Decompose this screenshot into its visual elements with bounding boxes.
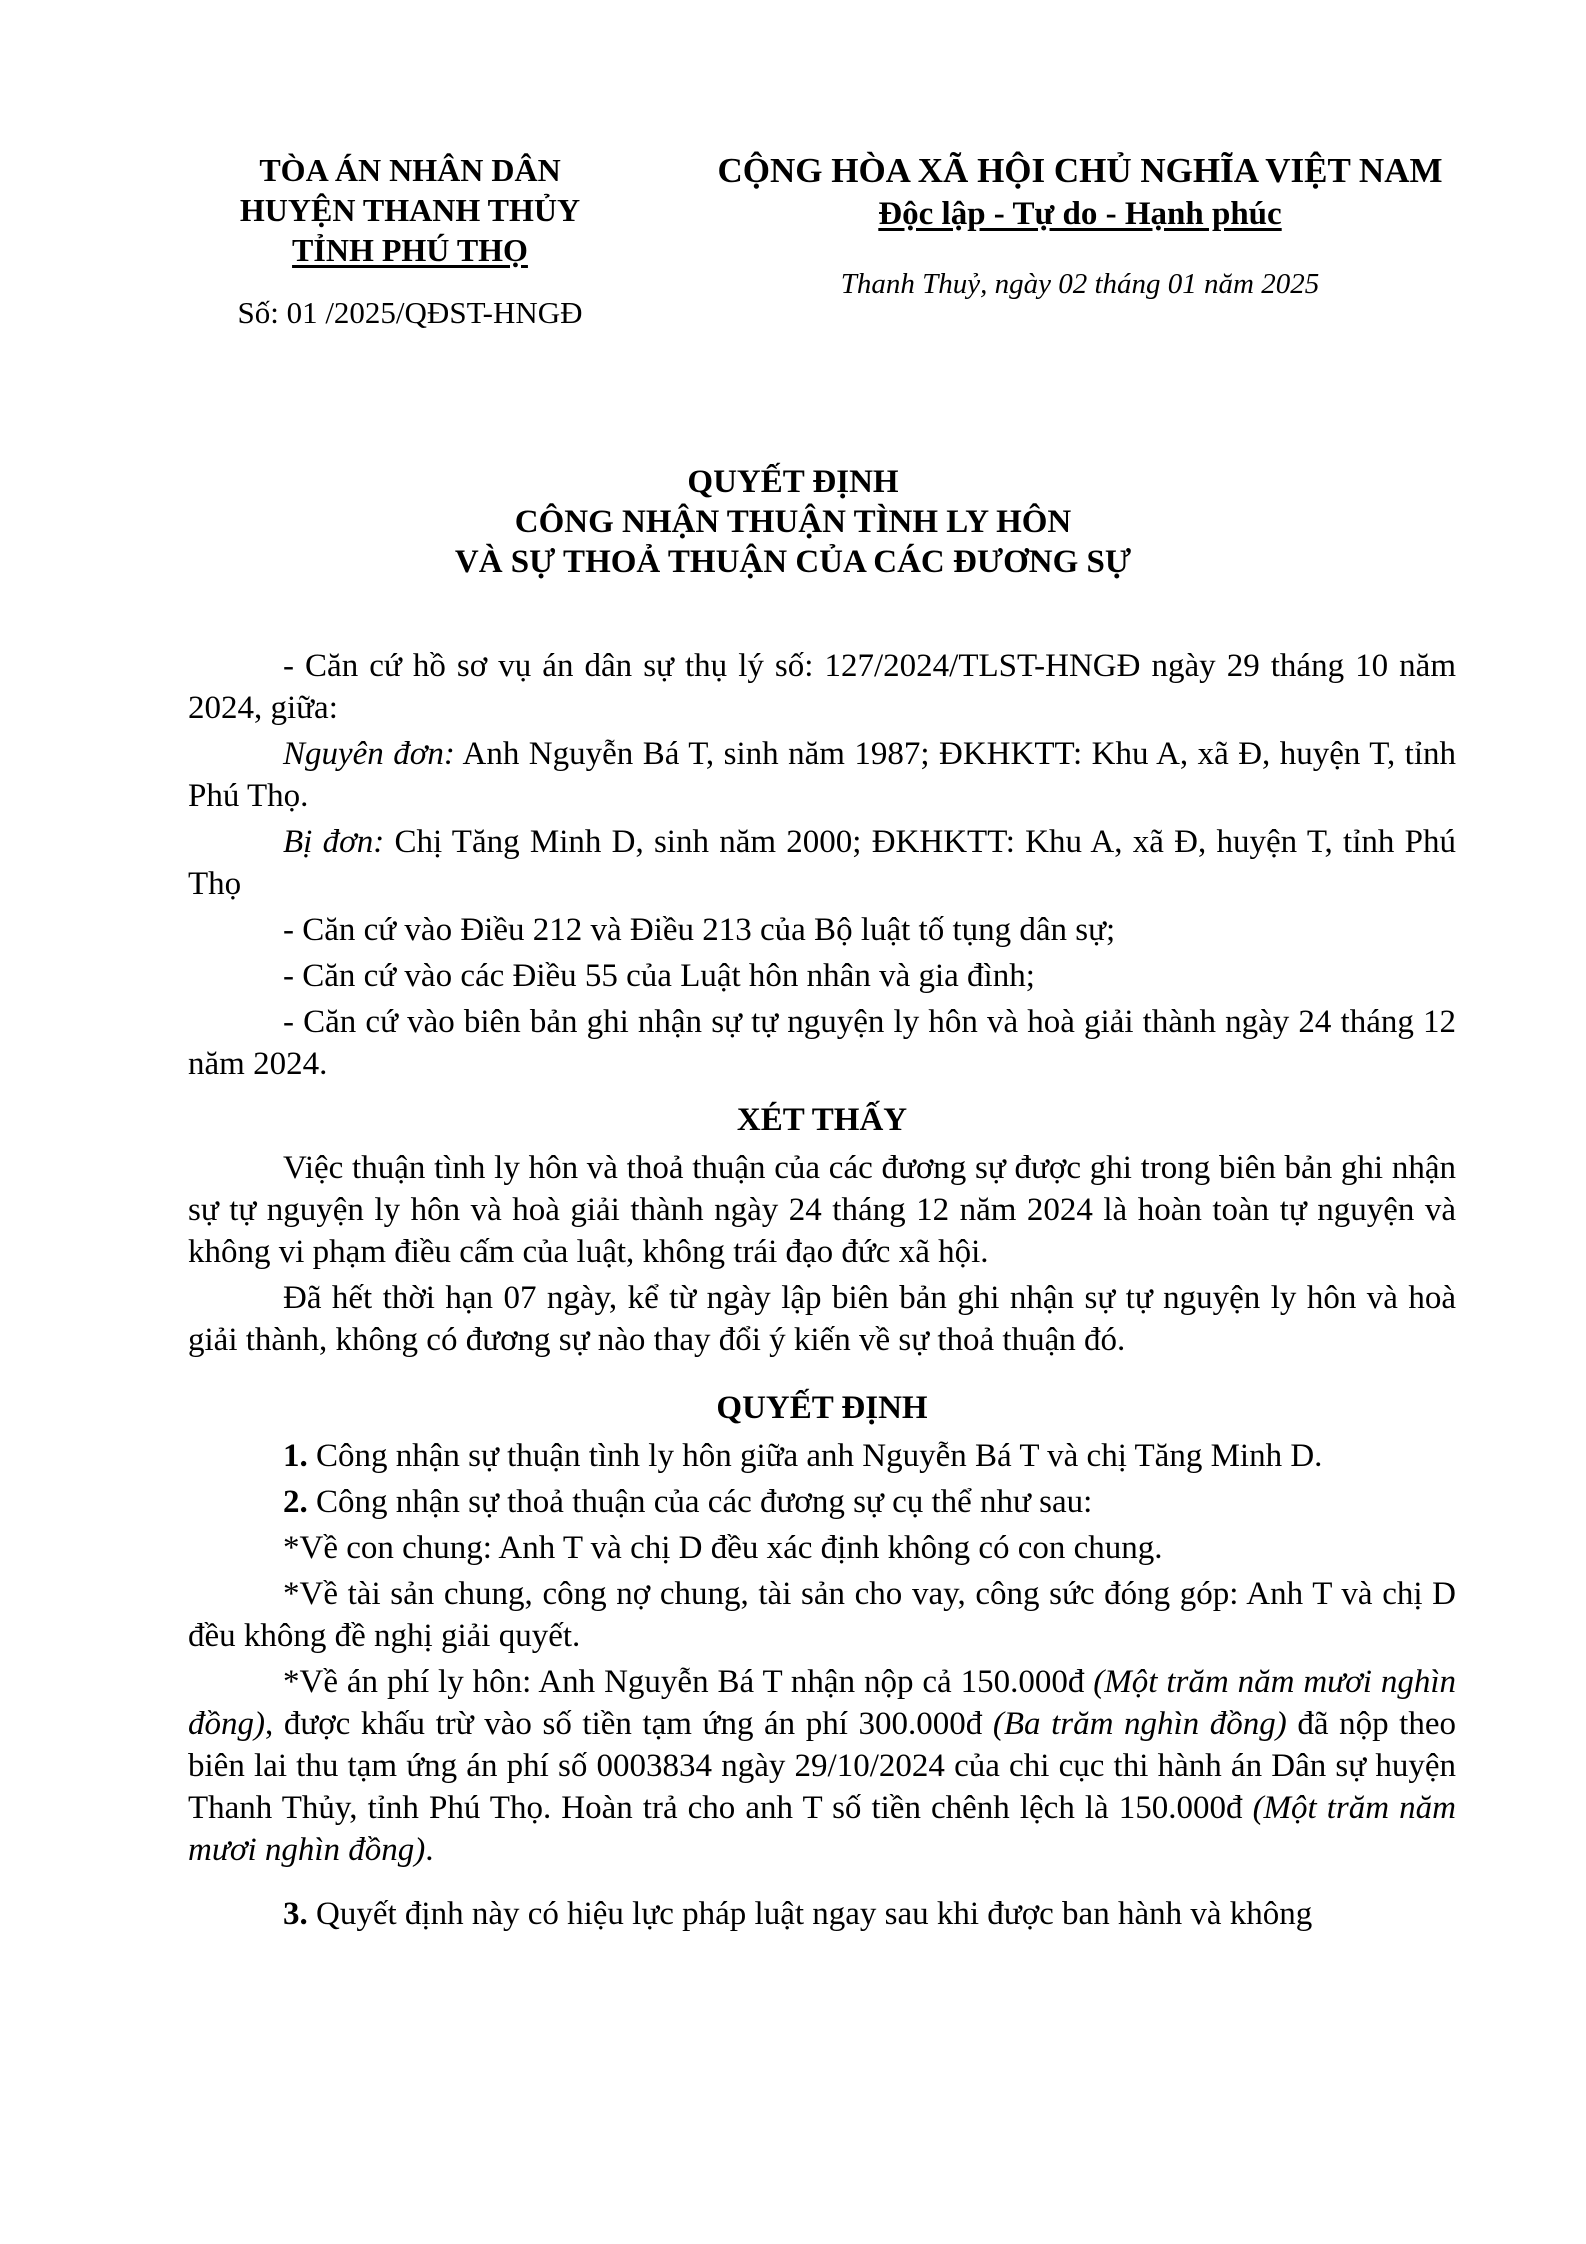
item-3-number: 3. (283, 1896, 308, 1932)
basis-law-1: - Căn cứ vào Điều 212 và Điều 213 của Bộ luật tố tụng dân sự; (283, 912, 1116, 948)
plaintiff-text: Anh Nguyễn Bá T, sinh năm 1987; ĐKHKTT: Khu A, xã Đ, huyện T, tỉnh Phú Thọ. (188, 736, 1456, 814)
defendant-text: Chị Tăng Minh D, sinh năm 2000; ĐKHKTT: Khu A, xã Đ, huyện T, tỉnh Phú Thọ (188, 824, 1456, 902)
national-header (680, 150, 1480, 235)
item-1-number: 1. (283, 1438, 308, 1474)
document-number: Số: 01 /2025/QĐST-HNGĐ (237, 295, 583, 330)
fee-amount-words-c: (Một trăm năm mươi nghìn đồng) (188, 1790, 1456, 1868)
plaintiff-label: Nguyên đơn: (283, 736, 455, 772)
property-clause: *Về tài sản chung, công nợ chung, tài sản cho vay, công sức đóng góp: Anh T và chị D đều không đề nghị giải quyết. (188, 1576, 1456, 1654)
court-name-line3: TỈNH PHÚ THỌ (292, 232, 528, 268)
court-name-line1: TÒA ÁN NHÂN DÂN (259, 152, 561, 188)
document-title (100, 462, 1486, 582)
decision-item-3 (188, 1893, 1456, 1935)
basis-case-record: - Căn cứ hồ sơ vụ án dân sự thụ lý số: 127/2024/TLST-HNGĐ ngày 29 tháng 10 năm 2024, giữa: (188, 648, 1456, 726)
fee-text-end: . (425, 1832, 434, 1868)
plaintiff-paragraph (188, 733, 1456, 817)
item-2-text: Công nhận sự thoả thuận của các đương sự cụ thể như sau: (307, 1484, 1093, 1520)
country-name: CỘNG HÒA XÃ HỘI CHỦ NGHĨA VIỆT NAM (717, 151, 1443, 190)
defendant-label: Bị đơn: (283, 824, 385, 860)
document-body (188, 645, 1456, 1939)
children-clause: *Về con chung: Anh T và chị D đều xác định không có con chung. (283, 1530, 1163, 1566)
fee-text-a: *Về án phí ly hôn: Anh Nguyễn Bá T nhận nộp cả 150.000đ (283, 1664, 1094, 1700)
title-line3: VÀ SỰ THOẢ THUẬN CỦA CÁC ĐƯƠNG SỰ (454, 544, 1132, 580)
fee-text-c: đã nộp theo biên lai thu tạm ứng án phí số 0003834 ngày 29/10/2024 của chi cục thi hành án Dân sự huyện Thanh Thủy, tỉnh Phú Thọ. Hoàn trả cho anh T số tiền chênh lệch là 150.000đ (188, 1706, 1456, 1826)
court-name-line2: HUYỆN THANH THỦY (239, 192, 581, 228)
fee-text-b: , được khấu trừ vào số tiền tạm ứng án phí 300.000đ (265, 1706, 993, 1742)
item-3-text: Quyết định này có hiệu lực pháp luật ngay sau khi được ban hành và không (307, 1896, 1313, 1932)
decision-item-1 (188, 1435, 1456, 1477)
national-motto: Độc lập - Tự do - Hạnh phúc (878, 196, 1282, 232)
defendant-paragraph (188, 821, 1456, 905)
title-line2: CÔNG NHẬN THUẬN TÌNH LY HÔN (514, 504, 1072, 540)
decision-heading: QUYẾT ĐỊNH (716, 1390, 928, 1426)
findings-paragraph-1: Việc thuận tình ly hôn và thoả thuận của các đương sự được ghi trong biên bản ghi nhận sự tự nguyện ly hôn và hoà giải thành ngày 24 tháng 12 năm 2024 là hoàn toàn tự nguyện và không vi phạm điều cấm của luật, không trái đạo đức xã hội. (188, 1150, 1456, 1270)
decision-item-2 (188, 1481, 1456, 1523)
fee-amount-words-b: (Ba trăm nghìn đồng) (992, 1706, 1287, 1742)
item-2-number: 2. (283, 1484, 308, 1520)
fee-amount-words-a: (Một trăm năm mươi nghìn đồng) (188, 1664, 1457, 1742)
item-1-text: Công nhận sự thuận tình ly hôn giữa anh Nguyễn Bá T và chị Tăng Minh D. (307, 1438, 1323, 1474)
title-line1: QUYẾT ĐỊNH (687, 464, 899, 500)
court-fee-clause (188, 1661, 1456, 1871)
issue-date: Thanh Thuỷ, ngày 02 tháng 01 năm 2025 (840, 268, 1320, 300)
findings-heading: XÉT THẤY (736, 1102, 908, 1138)
basis-law-2: - Căn cứ vào các Điều 55 của Luật hôn nhân và gia đình; (283, 958, 1035, 994)
basis-law-3: - Căn cứ vào biên bản ghi nhận sự tự nguyện ly hôn và hoà giải thành ngày 24 tháng 12 năm 2024. (188, 1004, 1456, 1082)
court-header (195, 150, 625, 270)
findings-paragraph-2: Đã hết thời hạn 07 ngày, kể từ ngày lập biên bản ghi nhận sự tự nguyện ly hôn và hoà giải thành, không có đương sự nào thay đổi ý kiến về sự thoả thuận đó. (188, 1280, 1456, 1358)
